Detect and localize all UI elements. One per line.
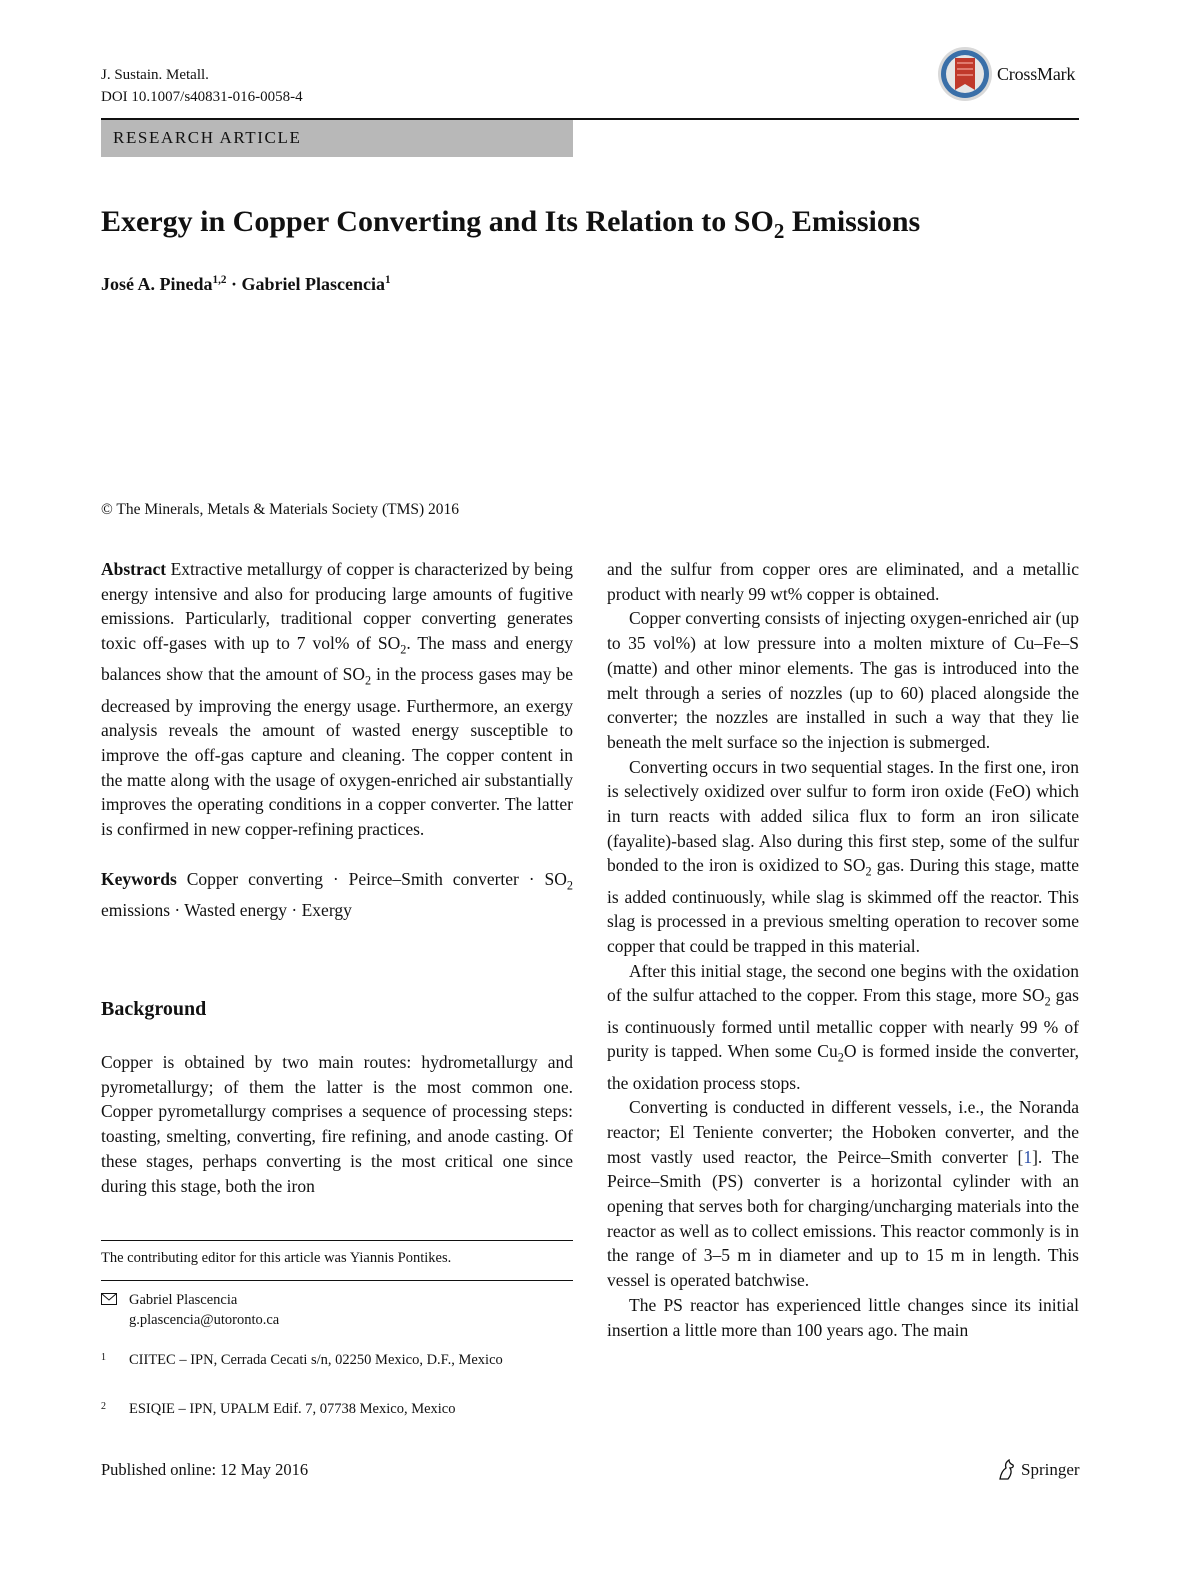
paragraph: and the sulfur from copper ores are eliminated, and a metallic product with nearly 99 wt% copper is obtained. [607,559,1079,604]
author-1[interactable]: José A. Pineda [101,274,213,294]
contact-name: Gabriel Plascencia [129,1292,238,1308]
abstract-text: in the process gases may be decreased by improving the energy usage. Furthermore, an exergy analysis reveals the amount of wasted energy susceptible to improve the off-gas capture and cleaning. The copper content in the matte along with the usage of oxygen-enriched air substantially improves the operating conditions in a copper converter. The latter is confirmed in new copper-refining practices. [101,664,573,840]
subscript: 2 [1044,994,1051,1009]
footnote-rule [101,1280,573,1281]
crossmark-badge[interactable] [937,46,1087,104]
subscript: 2 [865,864,872,879]
footnote-rule [101,1240,573,1241]
crossmark-icon [937,46,993,102]
springer-logo [997,1458,1087,1484]
author-separator: · [226,274,242,294]
author-list [101,274,391,295]
text-run: gas is continuously formed until metallic copper with nearly 99 % of purity is tapped. When some Cu [607,985,1079,1062]
text-run: gas. During this stage, matte is added continuously, while slag is skimmed off the reactor. This slag is processed in a previous smelting operation to recover some copper that could be trapped in this material. [607,855,1079,957]
doi[interactable]: DOI 10.1007/s40831-016-0058-4 [101,89,303,105]
abstract [101,557,573,842]
right-column [607,557,1079,1342]
article-type: RESEARCH ARTICLE [113,128,302,147]
affiliation-number: 1 [101,1352,106,1363]
publisher-name: Springer [1021,1460,1080,1479]
editor-note: The contributing editor for this article was Yiannis Pontikes. [101,1250,452,1266]
springer-horse-icon [997,1459,1017,1481]
subscript: 2 [365,673,372,688]
crossmark-label: CrossMark [997,64,1076,84]
journal-name: J. Sustain. Metall. [101,67,209,83]
paragraph [607,959,1079,1096]
keywords-text: emissions · Wasted energy · Exergy [101,899,352,920]
abstract-text: . The mass and energy balances show that the amount of SO [101,633,573,685]
author-2[interactable]: Gabriel Plascencia [241,274,385,294]
subscript: 2 [400,642,407,657]
affiliation-text: ESIQIE – IPN, UPALM Edif. 7, 07738 Mexico, Mexico [129,1401,456,1417]
keywords-text: Copper converting · Peirce–Smith converter · SO [176,868,567,889]
affiliation-text: CIITEC – IPN, Cerrada Cecati s/n, 02250 Mexico, D.F., Mexico [129,1352,503,1368]
text-run: After this initial stage, the second one begins with the oxidation of the sulfur attached to the copper. From this stage, more SO [607,960,1079,1006]
section-heading-background: Background [101,998,207,1020]
title-subscript: 2 [773,219,785,243]
article-type-banner [101,120,573,157]
paragraph: The PS reactor has experienced little changes since its initial insertion a little more than 100 years ago. The main [607,1294,1079,1340]
envelope-icon [101,1293,117,1305]
author-1-affiliation: 1,2 [212,274,227,286]
affiliation-number: 2 [101,1401,106,1412]
keywords-label: Keywords [101,868,177,889]
text-run: ]. The Peirce–Smith (PS) converter is a horizontal cylinder with an opening that serves both for charging/uncharging materials into the reactor as well as to collect emissions. This reactor commonly is in the range of 3–5 m in diameter and up to 15 m in length. This vessel is operated batchwise. [607,1146,1080,1291]
published-date: Published online: 12 May 2016 [101,1460,309,1479]
text-run: O is formed inside the converter, the oxidation process stops. [607,1041,1079,1093]
text-run: Converting is conducted in different vessels, i.e., the Noranda reactor; El Teniente converter; the Hoboken converter, and the most vastly used reactor, the Peirce–Smith converter [ [607,1097,1079,1167]
subscript: 2 [566,878,573,893]
background-text [101,1050,573,1198]
abstract-text: Extractive metallurgy of copper is characterized by being energy intensive and also for producing large amounts of fugitive emissions. Particularly, traditional copper converting generates toxic off-gases with up to 7 vol% of SO [101,559,573,654]
journal-header [101,64,303,108]
title-tail: Emissions [784,205,921,238]
contact-email[interactable]: g.plascencia@utoronto.ca [129,1312,280,1328]
left-column [101,557,573,923]
author-2-affiliation: 1 [384,274,391,286]
paragraph [607,755,1079,959]
paper-title [101,205,920,244]
paragraph: Copper converting consists of injecting oxygen-enriched air (up to 35 vol%) at low pressure into a molten mixture of Cu–Fe–S (matte) and other minor elements. The gas is introduced into the melt through a series of nozzles (up to 60) placed alongside the converter; the nozzles are installed in such a way that they lie beneath the melt surface so the injection is submerged. [607,608,1079,752]
paragraph [607,1095,1079,1293]
text-run: Converting occurs in two sequential stages. In the first one, iron is selectively oxidized over sulfur to form iron oxide (FeO) which in turn reacts with added silica flux to form an iron silicate (fayalite)-based slag. Also during this first step, some of the sulfur bonded to the iron is oxidized to SO [607,756,1079,876]
keywords [101,867,573,923]
copyright-line: © The Minerals, Metals & Materials Society (TMS) 2016 [101,501,460,518]
citation-link[interactable]: 1 [1023,1146,1033,1167]
abstract-label: Abstract [101,559,167,579]
background-paragraph: Copper is obtained by two main routes: hydrometallurgy and pyrometallurgy; of them the latter is the most common one. Copper pyrometallurgy comprises a sequence of processing steps: toasting, smelting, converting, fire refining, and anode casting. Of these stages, perhaps converting is the most critical one since during this stage, both the iron [101,1052,573,1196]
title-main: Exergy in Copper Converting and Its Relation to SO [101,205,774,238]
subscript: 2 [837,1050,844,1065]
